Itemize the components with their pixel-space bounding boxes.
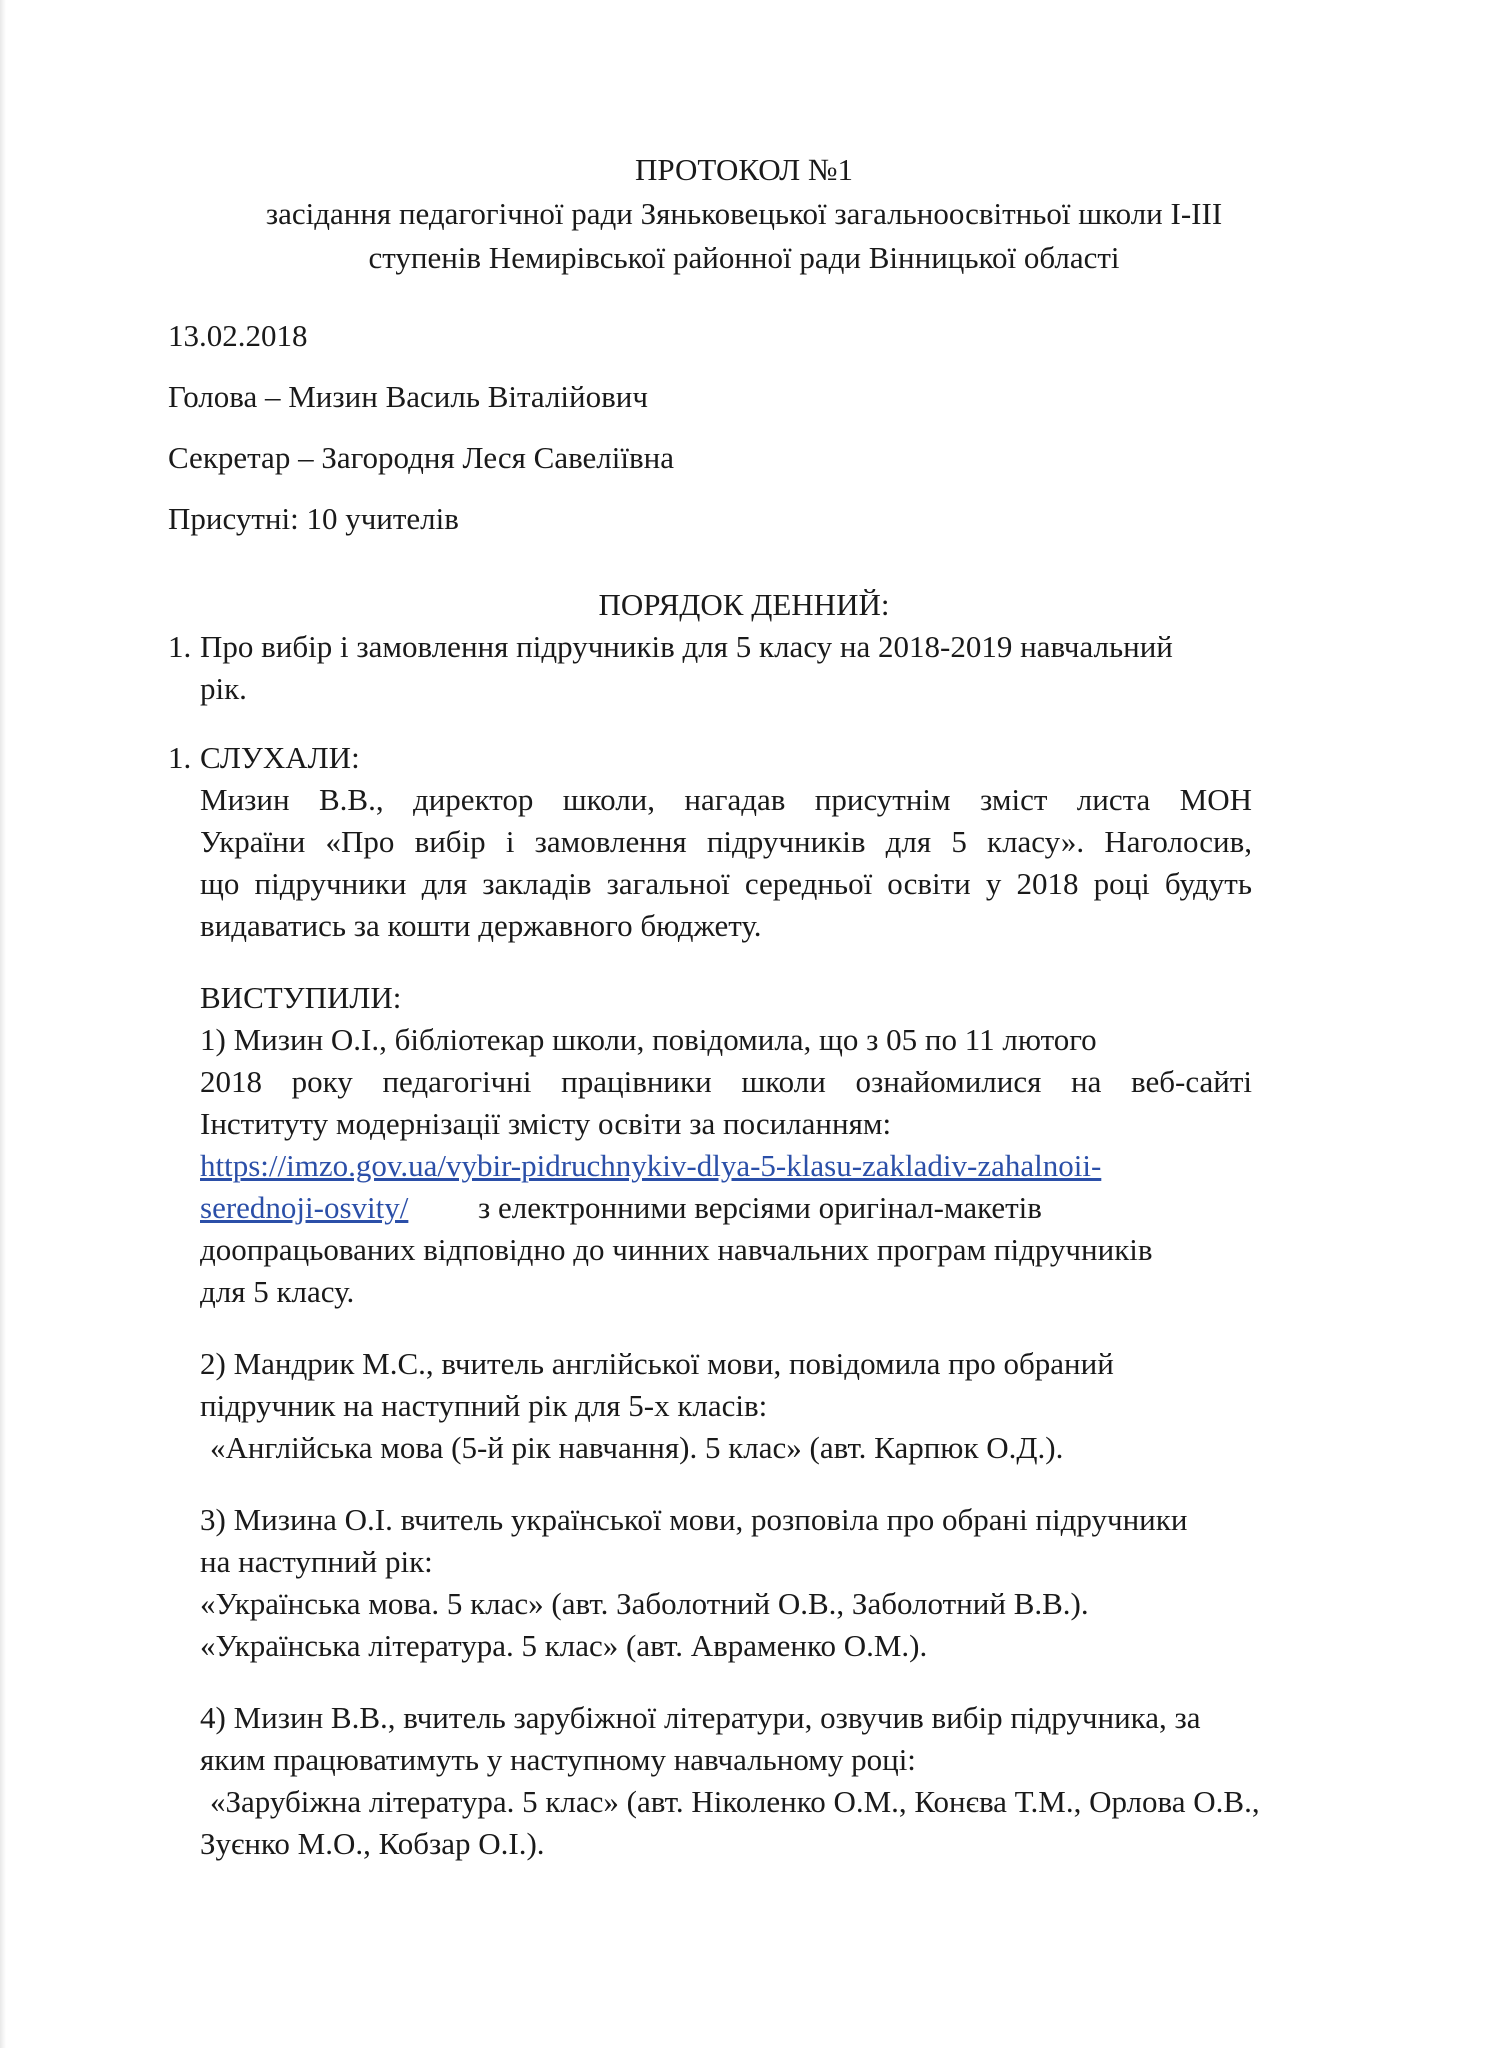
agenda-item-number: 1. [168,629,192,664]
speakers-heading: ВИСТУПИЛИ: [200,980,402,1015]
meeting-chair: Голова – Мизин Василь Віталійович [168,379,648,414]
speaker-1-line2: 2018 року педагогічні працівники школи ознайомилися на веб-сайті [200,1064,1252,1099]
speaker-1-link-continued[interactable]: serednoji-osvity/ [200,1190,409,1225]
speaker-1-line3: Інституту модернізації змісту освіти за посиланням: [200,1106,892,1141]
heard-number: 1. [168,740,192,775]
heard-line: що підручники для закладів загальної середньої освіти у 2018 році будуть [200,866,1252,901]
agenda-item-line2: рік. [200,671,247,706]
meeting-secretary: Секретар – Загородня Леся Савеліївна [168,440,674,475]
heard-line: Мизин В.В., директор школи, нагадав присутнім зміст листа МОН [200,782,1252,817]
document-subtitle-line2: ступенів Немирівської районної ради Вінницької області [368,240,1120,275]
speaker-1-line1: 1) Мизин О.І., бібліотекар школи, повідомила, що з 05 по 11 лютого [200,1022,1097,1057]
speaker-2-line1: 2) Мандрик М.С., вчитель англійської мови, повідомила про обраний [200,1346,1114,1381]
speaker-3-line4: «Українська література. 5 клас» (авт. Авраменко О.М.). [200,1628,928,1663]
heard-heading: СЛУХАЛИ: [200,740,360,775]
speaker-4-line3: «Зарубіжна література. 5 клас» (авт. Ніколенко О.М., Конєва Т.М., Орлова О.В., [210,1784,1260,1819]
meeting-present: Присутні: 10 учителів [168,501,459,536]
speaker-2-line2: підручник на наступний рік для 5-х класів: [200,1388,768,1423]
speaker-1-link[interactable]: https://imzo.gov.ua/vybir-pidruchnykiv-dlya-5-klasu-zakladiv-zahalnoii- [200,1148,1102,1183]
meeting-date: 13.02.2018 [168,318,308,353]
speaker-4-line1: 4) Мизин В.В., вчитель зарубіжної літератури, озвучив вибір підручника, за [200,1700,1201,1735]
scan-edge [0,0,6,2048]
speaker-4-line2: яким працюватимуть у наступному навчальному році: [200,1742,916,1777]
document-title: ПРОТОКОЛ №1 [635,152,853,187]
agenda-item-line1: Про вибір і замовлення підручників для 5 класу на 2018-2019 навчальний [200,629,1173,664]
speaker-2-line3: «Англійська мова (5-й рік навчання). 5 клас» (авт. Карпюк О.Д.). [210,1430,1064,1465]
heard-line: України «Про вибір і замовлення підручників для 5 класу». Наголосив, [200,824,1252,859]
speaker-1-line6: для 5 класу. [200,1274,355,1309]
speaker-1-line4: з електронними версіями оригінал-макетів [478,1190,1042,1225]
agenda-heading: ПОРЯДОК ДЕННИЙ: [598,587,890,622]
speaker-4-line4: Зуєнко М.О., Кобзар О.І.). [200,1826,545,1861]
speaker-3-line3: «Українська мова. 5 клас» (авт. Заболотний О.В., Заболотний В.В.). [200,1586,1089,1621]
heard-line: видаватись за кошти державного бюджету. [200,908,762,943]
document-subtitle-line1: засідання педагогічної ради Зяньковецької загальноосвітньої школи І-ІІІ [265,196,1223,231]
speaker-1-line5: доопрацьованих відповідно до чинних навчальних програм підручників [200,1232,1153,1267]
speaker-3-line1: 3) Мизина О.І. вчитель української мови, розповіла про обрані підручники [200,1502,1188,1537]
speaker-3-line2: на наступний рік: [200,1544,433,1579]
